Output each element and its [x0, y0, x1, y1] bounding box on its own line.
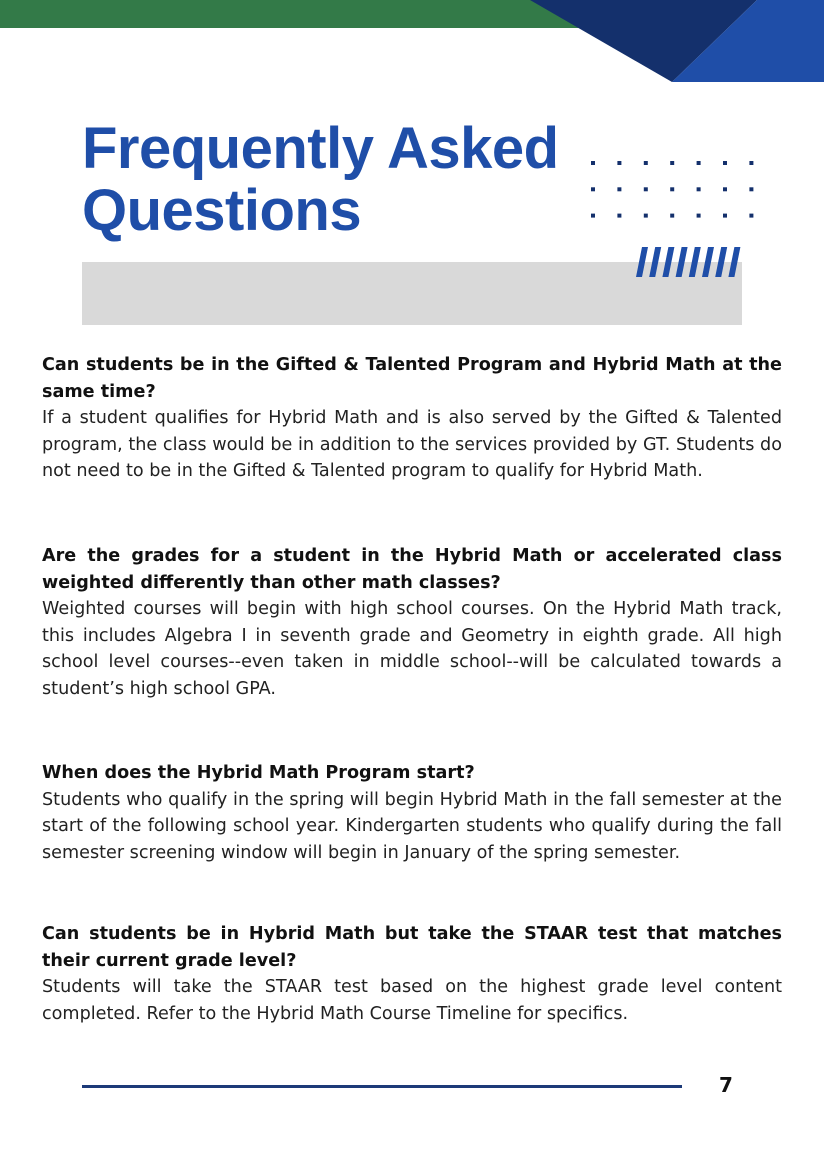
faq-item	[42, 921, 782, 1027]
dot	[617, 214, 621, 218]
faq-answer: Students will take the STAAR test based on the highest grade level content completed. Refer to the Hybrid Math Course Timeline for specifics.	[42, 977, 782, 1024]
dot	[723, 187, 727, 191]
faq-question: Can students be in Hybrid Math but take the STAAR test that matches their current grade level?	[42, 924, 782, 971]
title-line-1: Frequently Asked	[82, 116, 559, 181]
faq-item	[42, 352, 782, 485]
dot	[697, 214, 701, 218]
dot	[749, 187, 753, 191]
title-underlay-box	[82, 262, 742, 325]
faq-answer: Weighted courses will begin with high school courses. On the Hybrid Math track, this includes Algebra I in seventh grade and Geometry in eighth grade. All high school level courses--even taken in middle school--will be calculated towards a student’s high school GPA.	[42, 599, 782, 699]
dot	[749, 214, 753, 218]
dot	[617, 187, 621, 191]
dot	[749, 161, 753, 165]
dot	[723, 214, 727, 218]
dot	[591, 214, 595, 218]
dot	[644, 161, 648, 165]
faq-item	[42, 760, 782, 866]
dot	[591, 187, 595, 191]
dot	[723, 161, 727, 165]
faq-question: When does the Hybrid Math Program start?	[42, 763, 475, 783]
dot	[697, 187, 701, 191]
faq-question: Are the grades for a student in the Hybrid Math or accelerated class weighted differently than other math classes?	[42, 546, 782, 593]
dot	[644, 187, 648, 191]
faq-item	[42, 543, 782, 702]
faq-answer: Students who qualify in the spring will begin Hybrid Math in the fall semester at the start of the following school year. Kindergarten students who qualify during the fall semester screening window will begin in January of the spring semester.	[42, 789, 782, 863]
dot-grid	[591, 161, 753, 218]
dot	[670, 214, 674, 218]
title-line-2: Questions	[82, 178, 362, 243]
dot	[670, 161, 674, 165]
dot	[591, 161, 595, 165]
faq-answer: If a student qualifies for Hybrid Math and is also served by the Gifted & Talented program, the class would be in addition to the services provided by GT. Students do not need to be in the Gifted & Talented program to qualify for Hybrid Math.	[42, 408, 782, 481]
green-band	[0, 0, 580, 28]
dot	[617, 161, 621, 165]
page-title	[82, 118, 559, 242]
faq-question: Can students be in the Gifted & Talented Program and Hybrid Math at the same time?	[42, 355, 782, 402]
dot	[670, 187, 674, 191]
footer-rule	[82, 1085, 682, 1088]
dot	[644, 214, 648, 218]
dot	[697, 161, 701, 165]
page-number: 7	[719, 1073, 733, 1097]
